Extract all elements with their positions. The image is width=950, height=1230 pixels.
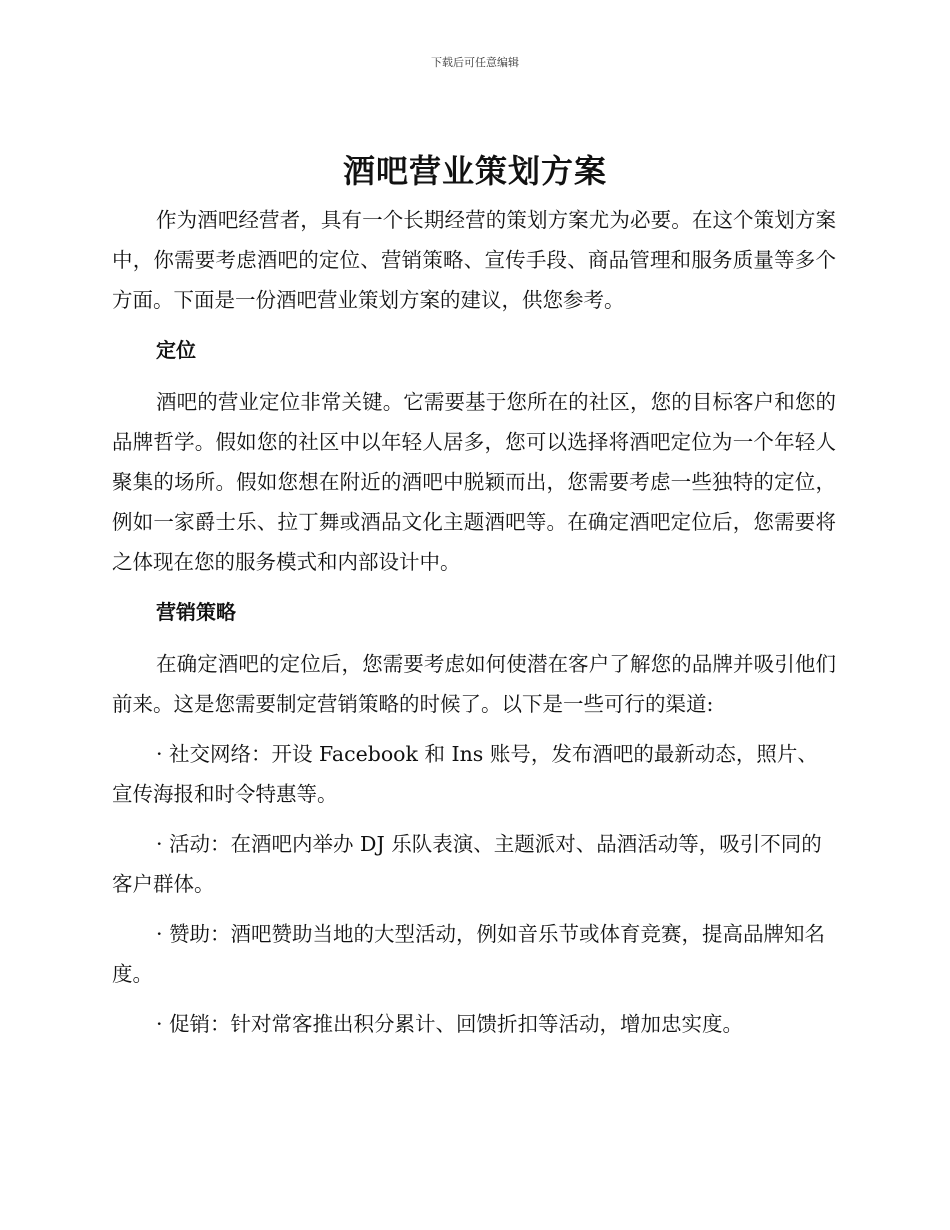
section-heading-positioning: 定位 bbox=[156, 338, 196, 362]
header-note: 下载后可任意编辑 bbox=[431, 56, 519, 69]
section-heading-marketing: 营销策略 bbox=[156, 600, 236, 624]
intro-paragraph: 作为酒吧经营者，具有一个长期经营的策划方案尤为必要。在这个策划方案中，你需要考虑酒吧的定位、营销策略、宣传手段、商品管理和服务质量等多个方面。下面是一份酒吧营业策划方案的建议，供您参考。 bbox=[112, 208, 836, 312]
bullet-item-sponsorship: · 赞助：酒吧赞助当地的大型活动，例如音乐节或体育竞赛，提高品牌知名度。 bbox=[112, 922, 826, 986]
positioning-paragraph: 酒吧的营业定位非常关键。它需要基于您所在的社区，您的目标客户和您的品牌哲学。假如您的社区中以年轻人居多，您可以选择将酒吧定位为一个年轻人聚集的场所。假如您想在附近的酒吧中脱颖而出，您需要考虑一些独特的定位，例如一家爵士乐、拉丁舞或酒品文化主题酒吧等。在确定酒吧定位后，您需要将之体现在您的服务模式和内部设计中。 bbox=[112, 390, 836, 574]
bullet-item-social: · 社交网络：开设 Facebook 和 Ins 账号，发布酒吧的最新动态，照片、宣传海报和时令特惠等。 bbox=[112, 742, 818, 806]
bullet-item-events: · 活动：在酒吧内举办 DJ 乐队表演、主题派对、品酒活动等，吸引不同的客户群体。 bbox=[112, 832, 822, 896]
document-body bbox=[112, 200, 836, 1054]
document-title: 酒吧营业策划方案 bbox=[342, 152, 607, 190]
bullet-item-promotion: · 促销：针对常客推出积分累计、回馈折扣等活动，增加忠实度。 bbox=[156, 1012, 744, 1036]
marketing-paragraph: 在确定酒吧的定位后，您需要考虑如何使潜在客户了解您的品牌并吸引他们前来。这是您需要制定营销策略的时候了。以下是一些可行的渠道: bbox=[112, 652, 836, 716]
